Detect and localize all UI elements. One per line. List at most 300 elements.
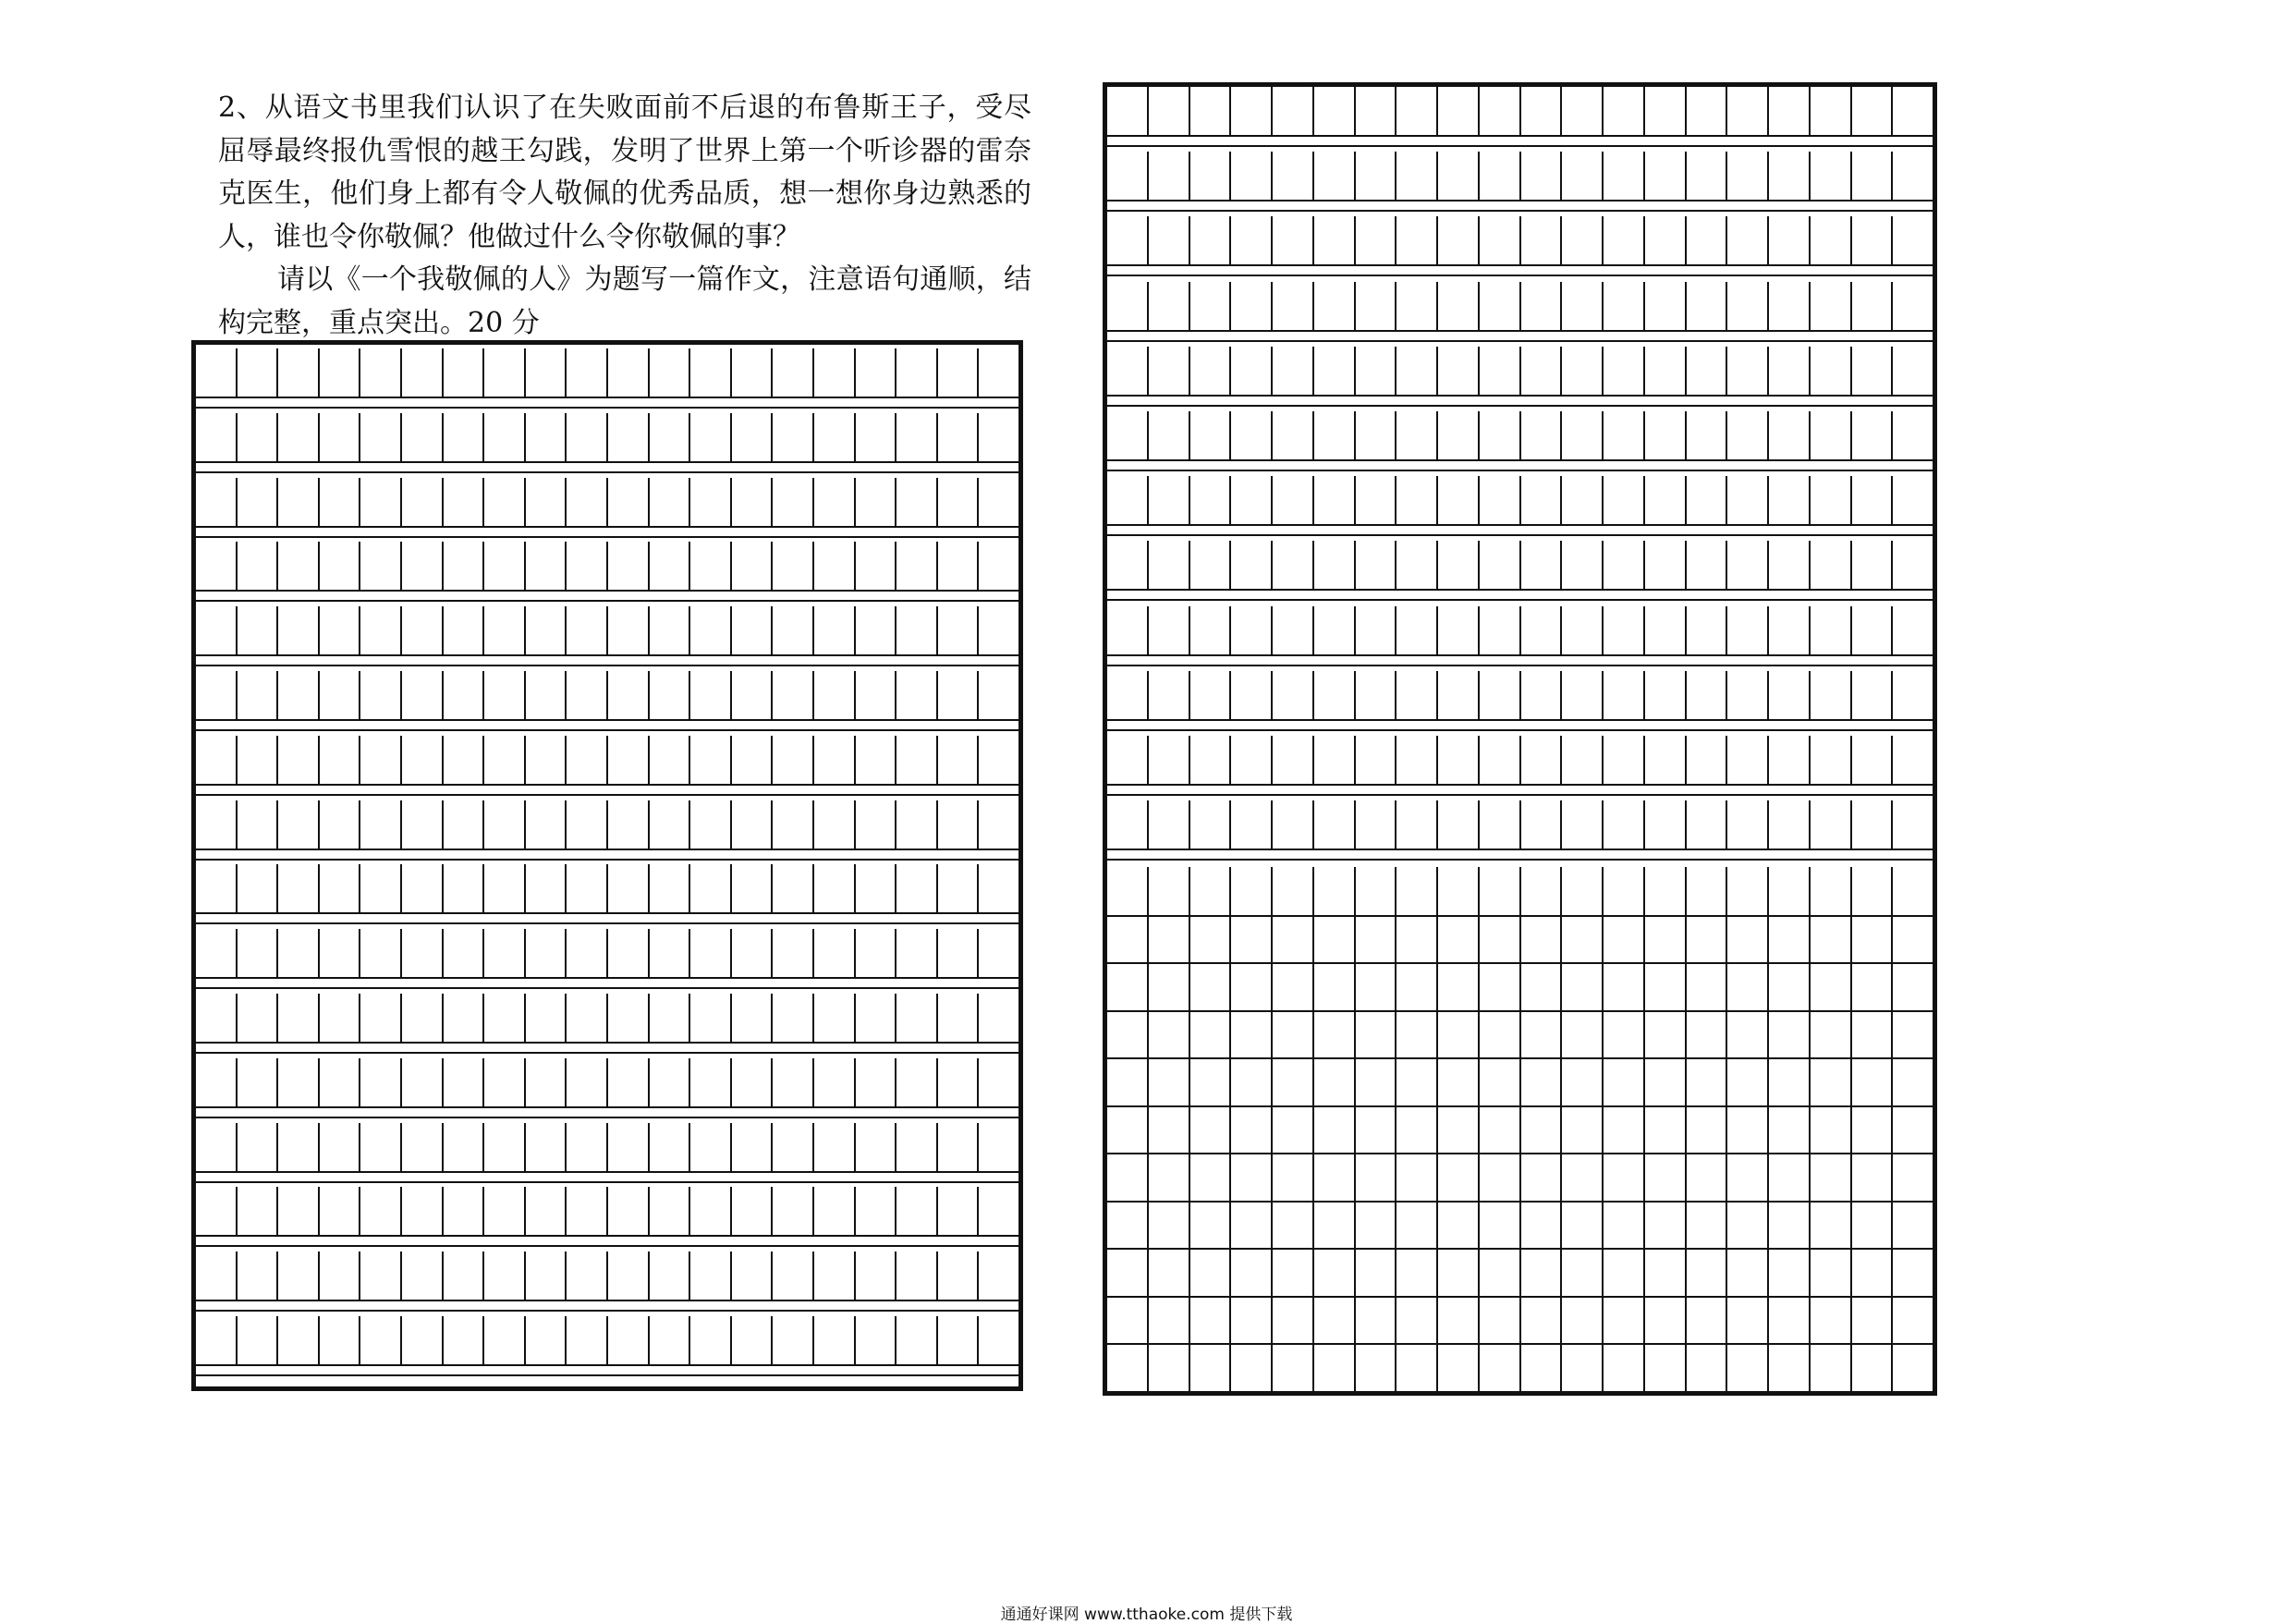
grid-cell[interactable]: [1769, 87, 1811, 135]
grid-cell[interactable]: [1438, 152, 1480, 200]
grid-cell[interactable]: [1107, 962, 1149, 1010]
grid-cell[interactable]: [1438, 1105, 1480, 1154]
grid-cell[interactable]: [1356, 1057, 1397, 1105]
grid-cell[interactable]: [1811, 1201, 1852, 1249]
grid-cell[interactable]: [1604, 347, 1645, 395]
grid-cell[interactable]: [196, 864, 238, 912]
grid-cell[interactable]: [1231, 671, 1273, 719]
grid-cell[interactable]: [1769, 1296, 1811, 1344]
grid-cell[interactable]: [567, 1187, 608, 1235]
grid-cell[interactable]: [484, 864, 526, 912]
grid-cell[interactable]: [526, 864, 567, 912]
grid-cell[interactable]: [1397, 1010, 1438, 1058]
grid-cell[interactable]: [1480, 1296, 1521, 1344]
grid-cell[interactable]: [1852, 800, 1894, 849]
grid-cell[interactable]: [360, 864, 402, 912]
grid-cell[interactable]: [484, 671, 526, 719]
grid-cell[interactable]: [650, 864, 691, 912]
grid-cell[interactable]: [1893, 1153, 1933, 1201]
grid-cell[interactable]: [814, 478, 856, 526]
grid-cell[interactable]: [1893, 1010, 1933, 1058]
grid-cell[interactable]: [1852, 962, 1894, 1010]
grid-cell[interactable]: [1645, 476, 1687, 524]
grid-cell[interactable]: [1273, 671, 1314, 719]
grid-cell[interactable]: [856, 929, 897, 977]
grid-cell[interactable]: [1727, 800, 1769, 849]
grid-cell[interactable]: [1356, 87, 1397, 135]
grid-cell[interactable]: [1149, 1057, 1190, 1105]
grid-cell[interactable]: [1149, 736, 1190, 784]
grid-cell[interactable]: [484, 478, 526, 526]
grid-cell[interactable]: [1562, 1153, 1604, 1201]
grid-cell[interactable]: [690, 1123, 732, 1171]
grid-cell[interactable]: [526, 1252, 567, 1300]
grid-cell[interactable]: [526, 1123, 567, 1171]
grid-cell[interactable]: [1562, 1201, 1604, 1249]
grid-cell[interactable]: [1521, 1296, 1563, 1344]
grid-cell[interactable]: [1273, 1343, 1314, 1391]
grid-cell[interactable]: [1480, 1343, 1521, 1391]
grid-cell[interactable]: [1727, 1010, 1769, 1058]
grid-cell[interactable]: [567, 1123, 608, 1171]
grid-cell[interactable]: [1438, 606, 1480, 654]
grid-cell[interactable]: [773, 1123, 814, 1171]
grid-cell[interactable]: [1273, 867, 1314, 915]
grid-cell[interactable]: [690, 671, 732, 719]
grid-cell[interactable]: [1231, 87, 1273, 135]
grid-cell[interactable]: [856, 736, 897, 784]
grid-cell[interactable]: [1893, 736, 1933, 784]
grid-cell[interactable]: [814, 606, 856, 654]
grid-cell[interactable]: [196, 671, 238, 719]
grid-cell[interactable]: [1604, 1296, 1645, 1344]
grid-cell[interactable]: [238, 671, 279, 719]
grid-cell[interactable]: [1356, 152, 1397, 200]
grid-cell[interactable]: [608, 478, 650, 526]
grid-cell[interactable]: [608, 1187, 650, 1235]
grid-cell[interactable]: [1438, 347, 1480, 395]
grid-cell[interactable]: [608, 1316, 650, 1364]
grid-cell[interactable]: [1727, 476, 1769, 524]
grid-cell[interactable]: [360, 1252, 402, 1300]
grid-cell[interactable]: [1314, 671, 1356, 719]
grid-cell[interactable]: [1687, 915, 1728, 963]
grid-cell[interactable]: [1687, 1296, 1728, 1344]
grid-cell[interactable]: [1438, 1201, 1480, 1249]
grid-cell[interactable]: [320, 606, 361, 654]
grid-cell[interactable]: [278, 606, 320, 654]
grid-cell[interactable]: [1438, 411, 1480, 459]
grid-cell[interactable]: [1314, 1105, 1356, 1154]
grid-cell[interactable]: [238, 478, 279, 526]
grid-cell[interactable]: [1273, 1296, 1314, 1344]
grid-cell[interactable]: [402, 671, 444, 719]
grid-cell[interactable]: [1893, 152, 1933, 200]
grid-cell[interactable]: [402, 864, 444, 912]
grid-cell[interactable]: [196, 800, 238, 849]
grid-cell[interactable]: [1190, 915, 1232, 963]
grid-cell[interactable]: [1562, 1010, 1604, 1058]
grid-cell[interactable]: [938, 542, 980, 590]
grid-cell[interactable]: [650, 671, 691, 719]
grid-cell[interactable]: [856, 800, 897, 849]
grid-cell[interactable]: [1190, 1201, 1232, 1249]
grid-cell[interactable]: [1521, 606, 1563, 654]
grid-cell[interactable]: [1645, 282, 1687, 330]
grid-cell[interactable]: [896, 542, 938, 590]
grid-cell[interactable]: [1149, 915, 1190, 963]
grid-cell[interactable]: [1811, 1010, 1852, 1058]
grid-cell[interactable]: [979, 736, 1018, 784]
grid-cell[interactable]: [608, 929, 650, 977]
grid-cell[interactable]: [1438, 541, 1480, 589]
grid-cell[interactable]: [1273, 476, 1314, 524]
grid-cell[interactable]: [1397, 1105, 1438, 1154]
grid-cell[interactable]: [444, 542, 485, 590]
grid-cell[interactable]: [1811, 411, 1852, 459]
grid-cell[interactable]: [650, 413, 691, 461]
grid-cell[interactable]: [1107, 867, 1149, 915]
grid-cell[interactable]: [278, 671, 320, 719]
grid-cell[interactable]: [1852, 411, 1894, 459]
grid-cell[interactable]: [1356, 1343, 1397, 1391]
grid-cell[interactable]: [1397, 87, 1438, 135]
grid-cell[interactable]: [1769, 736, 1811, 784]
grid-cell[interactable]: [1645, 867, 1687, 915]
grid-cell[interactable]: [196, 542, 238, 590]
grid-cell[interactable]: [1190, 800, 1232, 849]
grid-cell[interactable]: [1852, 1248, 1894, 1296]
grid-cell[interactable]: [1562, 736, 1604, 784]
grid-cell[interactable]: [444, 1123, 485, 1171]
grid-cell[interactable]: [567, 348, 608, 397]
grid-cell[interactable]: [238, 864, 279, 912]
grid-cell[interactable]: [690, 800, 732, 849]
grid-cell[interactable]: [1107, 1201, 1149, 1249]
grid-cell[interactable]: [814, 1252, 856, 1300]
grid-cell[interactable]: [1562, 87, 1604, 135]
grid-cell[interactable]: [278, 994, 320, 1042]
grid-cell[interactable]: [1727, 152, 1769, 200]
grid-cell[interactable]: [1604, 216, 1645, 264]
grid-cell[interactable]: [1397, 1296, 1438, 1344]
grid-cell[interactable]: [773, 1316, 814, 1364]
grid-cell[interactable]: [1356, 915, 1397, 963]
grid-cell[interactable]: [1727, 1201, 1769, 1249]
grid-cell[interactable]: [1893, 1296, 1933, 1344]
grid-cell[interactable]: [1107, 1248, 1149, 1296]
grid-cell[interactable]: [690, 413, 732, 461]
grid-cell[interactable]: [938, 1123, 980, 1171]
grid-cell[interactable]: [896, 800, 938, 849]
grid-cell[interactable]: [1893, 476, 1933, 524]
grid-cell[interactable]: [1231, 216, 1273, 264]
grid-cell[interactable]: [402, 1058, 444, 1106]
grid-cell[interactable]: [238, 1252, 279, 1300]
grid-cell[interactable]: [238, 348, 279, 397]
grid-cell[interactable]: [1604, 962, 1645, 1010]
grid-cell[interactable]: [1811, 962, 1852, 1010]
grid-cell[interactable]: [1687, 1010, 1728, 1058]
grid-cell[interactable]: [1645, 1105, 1687, 1154]
grid-cell[interactable]: [484, 929, 526, 977]
grid-cell[interactable]: [1521, 282, 1563, 330]
grid-cell[interactable]: [1562, 1296, 1604, 1344]
grid-cell[interactable]: [444, 800, 485, 849]
grid-cell[interactable]: [1480, 962, 1521, 1010]
grid-cell[interactable]: [856, 994, 897, 1042]
grid-cell[interactable]: [1356, 671, 1397, 719]
grid-cell[interactable]: [1769, 1201, 1811, 1249]
grid-cell[interactable]: [938, 736, 980, 784]
grid-cell[interactable]: [856, 413, 897, 461]
grid-cell[interactable]: [1480, 411, 1521, 459]
grid-cell[interactable]: [1521, 800, 1563, 849]
grid-cell[interactable]: [1727, 736, 1769, 784]
grid-cell[interactable]: [1356, 1248, 1397, 1296]
grid-cell[interactable]: [1397, 541, 1438, 589]
grid-cell[interactable]: [856, 671, 897, 719]
grid-cell[interactable]: [1521, 671, 1563, 719]
grid-cell[interactable]: [1356, 867, 1397, 915]
grid-cell[interactable]: [1314, 1248, 1356, 1296]
grid-cell[interactable]: [1149, 411, 1190, 459]
grid-cell[interactable]: [1727, 541, 1769, 589]
grid-cell[interactable]: [360, 478, 402, 526]
grid-cell[interactable]: [1893, 1248, 1933, 1296]
grid-cell[interactable]: [1687, 962, 1728, 1010]
grid-cell[interactable]: [238, 413, 279, 461]
grid-cell[interactable]: [896, 606, 938, 654]
grid-cell[interactable]: [1852, 1153, 1894, 1201]
grid-cell[interactable]: [1231, 915, 1273, 963]
grid-cell[interactable]: [238, 800, 279, 849]
grid-cell[interactable]: [1852, 736, 1894, 784]
grid-cell[interactable]: [444, 864, 485, 912]
grid-cell[interactable]: [690, 1252, 732, 1300]
grid-cell[interactable]: [1604, 1010, 1645, 1058]
grid-cell[interactable]: [1314, 347, 1356, 395]
grid-cell[interactable]: [402, 606, 444, 654]
grid-cell[interactable]: [526, 800, 567, 849]
grid-cell[interactable]: [1893, 282, 1933, 330]
grid-cell[interactable]: [567, 736, 608, 784]
grid-cell[interactable]: [1562, 800, 1604, 849]
grid-cell[interactable]: [608, 413, 650, 461]
grid-cell[interactable]: [526, 413, 567, 461]
grid-cell[interactable]: [1273, 541, 1314, 589]
grid-cell[interactable]: [444, 606, 485, 654]
grid-cell[interactable]: [1314, 736, 1356, 784]
grid-cell[interactable]: [979, 606, 1018, 654]
grid-cell[interactable]: [1107, 216, 1149, 264]
grid-cell[interactable]: [1480, 736, 1521, 784]
grid-cell[interactable]: [1811, 476, 1852, 524]
grid-cell[interactable]: [1397, 800, 1438, 849]
grid-cell[interactable]: [814, 800, 856, 849]
grid-cell[interactable]: [1149, 1201, 1190, 1249]
grid-cell[interactable]: [278, 478, 320, 526]
grid-cell[interactable]: [608, 348, 650, 397]
grid-cell[interactable]: [814, 929, 856, 977]
grid-cell[interactable]: [1852, 606, 1894, 654]
grid-cell[interactable]: [1604, 800, 1645, 849]
grid-cell[interactable]: [773, 736, 814, 784]
grid-cell[interactable]: [979, 348, 1018, 397]
grid-cell[interactable]: [1893, 347, 1933, 395]
grid-cell[interactable]: [1356, 1153, 1397, 1201]
grid-cell[interactable]: [1149, 1010, 1190, 1058]
grid-cell[interactable]: [1562, 541, 1604, 589]
grid-cell[interactable]: [1893, 867, 1933, 915]
grid-cell[interactable]: [320, 478, 361, 526]
grid-cell[interactable]: [1314, 1057, 1356, 1105]
grid-cell[interactable]: [402, 1187, 444, 1235]
grid-cell[interactable]: [196, 348, 238, 397]
grid-cell[interactable]: [1893, 1343, 1933, 1391]
grid-cell[interactable]: [196, 478, 238, 526]
grid-cell[interactable]: [1604, 282, 1645, 330]
grid-cell[interactable]: [1480, 1201, 1521, 1249]
grid-cell[interactable]: [1190, 152, 1232, 200]
grid-cell[interactable]: [526, 929, 567, 977]
grid-cell[interactable]: [1521, 1153, 1563, 1201]
grid-cell[interactable]: [320, 1187, 361, 1235]
grid-cell[interactable]: [1480, 671, 1521, 719]
grid-cell[interactable]: [1811, 1296, 1852, 1344]
grid-cell[interactable]: [1645, 962, 1687, 1010]
grid-cell[interactable]: [1727, 962, 1769, 1010]
grid-cell[interactable]: [1645, 152, 1687, 200]
grid-cell[interactable]: [1356, 347, 1397, 395]
grid-cell[interactable]: [1231, 1010, 1273, 1058]
grid-cell[interactable]: [732, 800, 774, 849]
grid-cell[interactable]: [979, 1187, 1018, 1235]
grid-cell[interactable]: [1397, 736, 1438, 784]
grid-cell[interactable]: [1149, 1248, 1190, 1296]
grid-cell[interactable]: [1397, 671, 1438, 719]
grid-cell[interactable]: [1687, 1201, 1728, 1249]
grid-cell[interactable]: [1727, 1296, 1769, 1344]
grid-cell[interactable]: [1231, 1153, 1273, 1201]
grid-cell[interactable]: [1107, 152, 1149, 200]
grid-cell[interactable]: [1273, 736, 1314, 784]
grid-cell[interactable]: [1893, 541, 1933, 589]
grid-cell[interactable]: [567, 994, 608, 1042]
grid-cell[interactable]: [1314, 606, 1356, 654]
grid-cell[interactable]: [608, 1252, 650, 1300]
grid-cell[interactable]: [1604, 671, 1645, 719]
grid-cell[interactable]: [1604, 541, 1645, 589]
grid-cell[interactable]: [1852, 282, 1894, 330]
grid-cell[interactable]: [608, 606, 650, 654]
grid-cell[interactable]: [402, 413, 444, 461]
grid-cell[interactable]: [1645, 541, 1687, 589]
grid-cell[interactable]: [196, 929, 238, 977]
grid-cell[interactable]: [1645, 736, 1687, 784]
grid-cell[interactable]: [1645, 87, 1687, 135]
grid-cell[interactable]: [1356, 411, 1397, 459]
grid-cell[interactable]: [1397, 152, 1438, 200]
grid-cell[interactable]: [814, 348, 856, 397]
grid-cell[interactable]: [1727, 1248, 1769, 1296]
grid-cell[interactable]: [1521, 347, 1563, 395]
grid-cell[interactable]: [1727, 411, 1769, 459]
grid-cell[interactable]: [1438, 915, 1480, 963]
grid-cell[interactable]: [1893, 1201, 1933, 1249]
grid-cell[interactable]: [979, 864, 1018, 912]
grid-cell[interactable]: [567, 1058, 608, 1106]
grid-cell[interactable]: [1480, 476, 1521, 524]
grid-cell[interactable]: [1356, 1296, 1397, 1344]
grid-cell[interactable]: [1190, 1010, 1232, 1058]
grid-cell[interactable]: [1314, 915, 1356, 963]
grid-cell[interactable]: [1604, 152, 1645, 200]
grid-cell[interactable]: [567, 800, 608, 849]
grid-cell[interactable]: [1480, 1248, 1521, 1296]
grid-cell[interactable]: [526, 736, 567, 784]
grid-cell[interactable]: [732, 1187, 774, 1235]
grid-cell[interactable]: [814, 1058, 856, 1106]
grid-cell[interactable]: [650, 1123, 691, 1171]
grid-cell[interactable]: [1562, 962, 1604, 1010]
grid-cell[interactable]: [690, 864, 732, 912]
grid-cell[interactable]: [1893, 800, 1933, 849]
grid-cell[interactable]: [1107, 915, 1149, 963]
grid-cell[interactable]: [1769, 606, 1811, 654]
grid-cell[interactable]: [1852, 216, 1894, 264]
grid-cell[interactable]: [1438, 867, 1480, 915]
grid-cell[interactable]: [650, 348, 691, 397]
grid-cell[interactable]: [1438, 87, 1480, 135]
grid-cell[interactable]: [1852, 1105, 1894, 1154]
grid-cell[interactable]: [1149, 541, 1190, 589]
grid-cell[interactable]: [1149, 87, 1190, 135]
grid-cell[interactable]: [1190, 671, 1232, 719]
grid-cell[interactable]: [1727, 1105, 1769, 1154]
grid-cell[interactable]: [938, 929, 980, 977]
grid-cell[interactable]: [1438, 1153, 1480, 1201]
grid-cell[interactable]: [1231, 1296, 1273, 1344]
grid-cell[interactable]: [278, 348, 320, 397]
grid-cell[interactable]: [1314, 962, 1356, 1010]
grid-cell[interactable]: [1521, 87, 1563, 135]
grid-cell[interactable]: [1438, 1343, 1480, 1391]
grid-cell[interactable]: [938, 800, 980, 849]
grid-cell[interactable]: [1480, 216, 1521, 264]
grid-cell[interactable]: [1521, 1010, 1563, 1058]
grid-cell[interactable]: [1852, 1057, 1894, 1105]
grid-cell[interactable]: [773, 929, 814, 977]
grid-cell[interactable]: [484, 1123, 526, 1171]
grid-cell[interactable]: [320, 994, 361, 1042]
grid-cell[interactable]: [1645, 347, 1687, 395]
grid-cell[interactable]: [1521, 1105, 1563, 1154]
grid-cell[interactable]: [773, 1187, 814, 1235]
grid-cell[interactable]: [1231, 800, 1273, 849]
grid-cell[interactable]: [773, 478, 814, 526]
grid-cell[interactable]: [1273, 411, 1314, 459]
grid-cell[interactable]: [196, 1187, 238, 1235]
grid-cell[interactable]: [1480, 915, 1521, 963]
grid-cell[interactable]: [1273, 152, 1314, 200]
grid-cell[interactable]: [1149, 152, 1190, 200]
grid-cell[interactable]: [1562, 915, 1604, 963]
grid-cell[interactable]: [1273, 800, 1314, 849]
grid-cell[interactable]: [1769, 1248, 1811, 1296]
grid-cell[interactable]: [278, 542, 320, 590]
grid-cell[interactable]: [773, 542, 814, 590]
